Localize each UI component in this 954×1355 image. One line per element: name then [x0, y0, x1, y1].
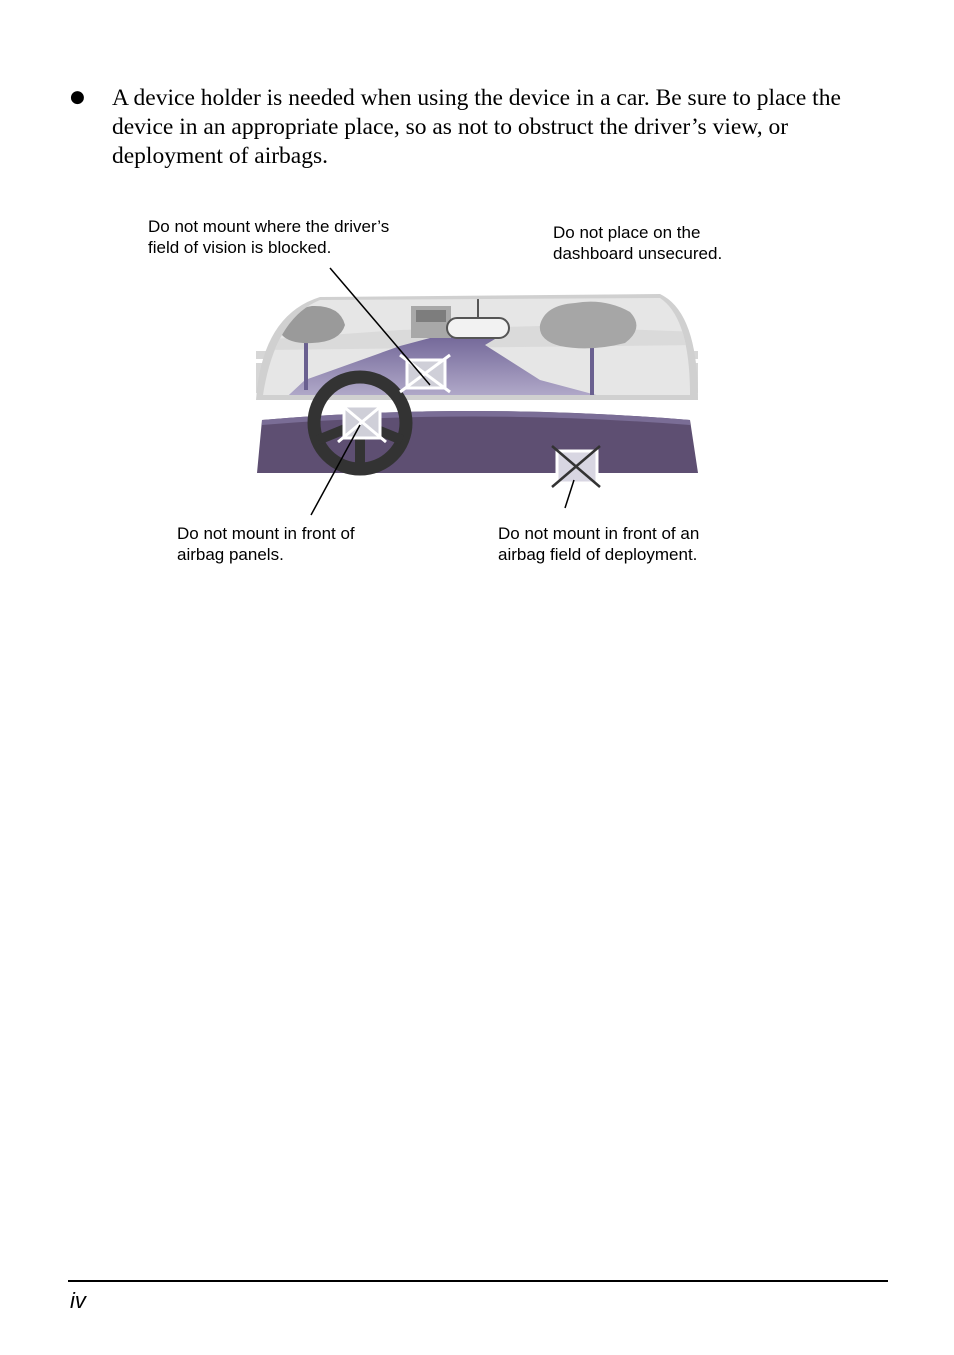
- bullet-text: A device holder is needed when using the device in a car. Be sure to place the device in an appropriate place, so as not to obstruct the driver’s view, or deployment of airbags.: [112, 85, 841, 169]
- caption-airbag-deployment: Do not mount in front of an airbag field of deployment.: [498, 524, 700, 564]
- caption-dashboard-unsecured: Do not place on the dashboard unsecured.: [553, 223, 723, 263]
- caption-airbag-panels: Do not mount in front of airbag panels.: [177, 524, 355, 564]
- rear-view-mirror: [447, 318, 509, 338]
- footer-rule: [68, 1280, 888, 1282]
- page-number: iv: [70, 1288, 86, 1313]
- right-tree-canopy: [540, 302, 637, 349]
- car-windshield-illustration: [0, 0, 954, 600]
- device-marker-steering: [338, 402, 386, 442]
- device-marker-dashboard: [552, 446, 600, 487]
- device-marker-windshield: [400, 355, 450, 392]
- bullet-marker: ●: [70, 87, 85, 107]
- caption-view-blocked: Do not mount where the driver’s field of vision is blocked.: [148, 217, 390, 257]
